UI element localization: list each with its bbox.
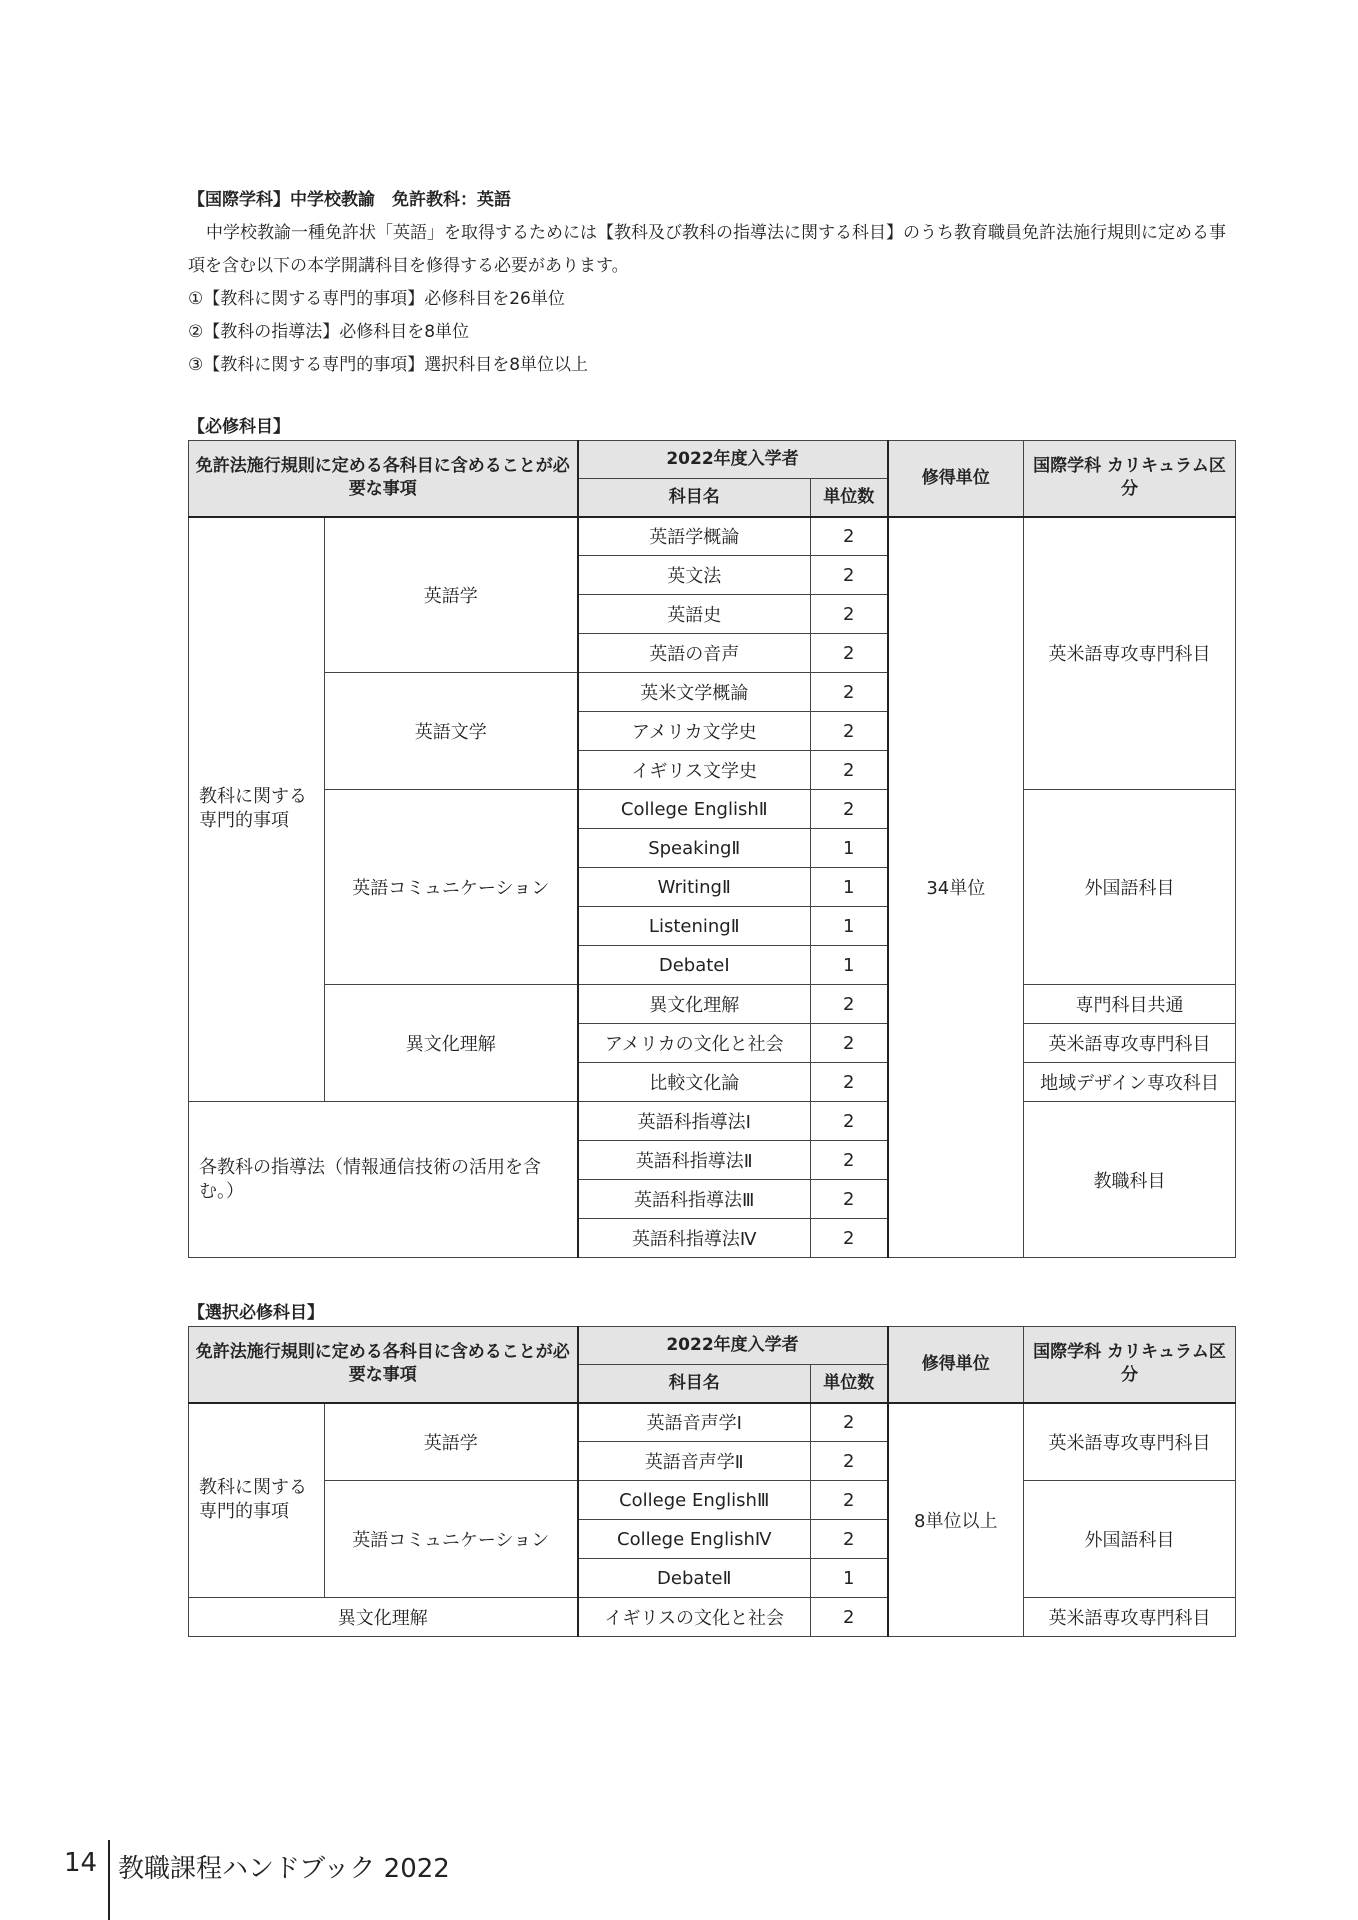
units-cell: 2 bbox=[811, 1063, 888, 1102]
header-year: 2022年度入学者 bbox=[578, 441, 888, 479]
required-label: 【必修科目】 bbox=[188, 417, 290, 437]
units-cell: 2 bbox=[811, 1403, 888, 1442]
units-cell: 2 bbox=[811, 712, 888, 751]
units-cell: 2 bbox=[811, 1481, 888, 1520]
footer-divider bbox=[108, 1840, 110, 1920]
units-cell: 2 bbox=[811, 673, 888, 712]
header-earned: 修得単位 bbox=[888, 441, 1024, 517]
intro-paragraph: 中学校教諭一種免許状「英語」を取得するためには【教科及び教科の指導法に関する科目】のうち教育職員免許法施行規則に定める事項を含む以下の本学開講科目を修得する必要があります。 bbox=[188, 223, 1226, 276]
subject-cell: 異文化理解 bbox=[578, 985, 811, 1024]
subject-cell: College EnglishⅣ bbox=[578, 1520, 811, 1559]
subject-cell: 英米文学概論 bbox=[578, 673, 811, 712]
units-cell: 2 bbox=[811, 1141, 888, 1180]
subject-cell: イギリスの文化と社会 bbox=[578, 1598, 811, 1637]
header-matters: 免許法施行規則に定める各科目に含めることが必要な事項 bbox=[189, 1327, 578, 1403]
subject-cell: イギリス文学史 bbox=[578, 751, 811, 790]
group-cell: 英語学 bbox=[325, 517, 578, 673]
subject-cell: アメリカ文学史 bbox=[578, 712, 811, 751]
group-cell: 英語コミュニケーション bbox=[325, 1481, 578, 1598]
units-cell: 2 bbox=[811, 1024, 888, 1063]
group-cell: 英語文学 bbox=[325, 673, 578, 790]
page-number: 14 bbox=[64, 1848, 98, 1878]
curriculum-cell: 専門科目共通 bbox=[1024, 985, 1236, 1024]
header-matters: 免許法施行規則に定める各科目に含めることが必要な事項 bbox=[189, 441, 578, 517]
required-table bbox=[188, 440, 1236, 1258]
group-cell: 英語学 bbox=[325, 1403, 578, 1481]
subject-cell: 英語音声学Ⅱ bbox=[578, 1442, 811, 1481]
curriculum-cell: 外国語科目 bbox=[1024, 790, 1236, 985]
curriculum-cell: 英米語専攻専門科目 bbox=[1024, 1024, 1236, 1063]
units-cell: 1 bbox=[811, 946, 888, 985]
requirement-item: ①【教科に関する専門的事項】必修科目を26単位 bbox=[188, 289, 565, 309]
footer-title: 教職課程ハンドブック 2022 bbox=[118, 1854, 450, 1884]
subject-cell: 英語学概論 bbox=[578, 517, 811, 556]
curriculum-cell: 地域デザイン専攻科目 bbox=[1024, 1063, 1236, 1102]
curriculum-cell: 教職科目 bbox=[1024, 1102, 1236, 1258]
units-cell: 1 bbox=[811, 829, 888, 868]
subject-cell: DebateⅠ bbox=[578, 946, 811, 985]
units-cell: 1 bbox=[811, 907, 888, 946]
units-cell: 2 bbox=[811, 1180, 888, 1219]
category-cell: 教科に関する専門的事項 bbox=[189, 517, 325, 1102]
requirement-item: ③【教科に関する専門的事項】選択科目を8単位以上 bbox=[188, 355, 589, 375]
elective-table bbox=[188, 1326, 1236, 1637]
units-cell: 2 bbox=[811, 1520, 888, 1559]
units-cell: 2 bbox=[811, 985, 888, 1024]
header-units: 単位数 bbox=[811, 1365, 888, 1403]
header-year: 2022年度入学者 bbox=[578, 1327, 888, 1365]
units-cell: 2 bbox=[811, 1442, 888, 1481]
units-cell: 2 bbox=[811, 1219, 888, 1258]
header-curriculum: 国際学科 カリキュラム区分 bbox=[1024, 1327, 1236, 1403]
subject-cell: SpeakingⅡ bbox=[578, 829, 811, 868]
header-units: 単位数 bbox=[811, 479, 888, 517]
header-curriculum: 国際学科 カリキュラム区分 bbox=[1024, 441, 1236, 517]
category-cell: 教科に関する専門的事項 bbox=[189, 1403, 325, 1598]
subject-cell: 比較文化論 bbox=[578, 1063, 811, 1102]
requirement-item: ②【教科の指導法】必修科目を8単位 bbox=[188, 322, 470, 342]
subject-cell: 英語科指導法Ⅳ bbox=[578, 1219, 811, 1258]
units-cell: 2 bbox=[811, 1102, 888, 1141]
subject-cell: ListeningⅡ bbox=[578, 907, 811, 946]
header-subject: 科目名 bbox=[578, 479, 811, 517]
subject-cell: 英文法 bbox=[578, 556, 811, 595]
units-cell: 2 bbox=[811, 1598, 888, 1637]
subject-cell: College EnglishⅡ bbox=[578, 790, 811, 829]
units-cell: 2 bbox=[811, 556, 888, 595]
section-heading: 【国際学科】中学校教諭 免許教科：英語 bbox=[188, 190, 511, 210]
subject-cell: 英語音声学Ⅰ bbox=[578, 1403, 811, 1442]
earned-cell: 34単位 bbox=[888, 517, 1024, 1258]
subject-cell: 英語史 bbox=[578, 595, 811, 634]
group-cell: 異文化理解 bbox=[325, 985, 578, 1102]
group-cell: 異文化理解 bbox=[189, 1598, 578, 1637]
units-cell: 1 bbox=[811, 1559, 888, 1598]
subject-cell: College EnglishⅢ bbox=[578, 1481, 811, 1520]
subject-cell: 英語の音声 bbox=[578, 634, 811, 673]
units-cell: 2 bbox=[811, 790, 888, 829]
subject-cell: WritingⅡ bbox=[578, 868, 811, 907]
curriculum-cell: 外国語科目 bbox=[1024, 1481, 1236, 1598]
units-cell: 2 bbox=[811, 634, 888, 673]
subject-cell: 英語科指導法Ⅱ bbox=[578, 1141, 811, 1180]
curriculum-cell: 英米語専攻専門科目 bbox=[1024, 1403, 1236, 1481]
category-cell: 各教科の指導法（情報通信技術の活用を含む。） bbox=[189, 1102, 578, 1258]
intro-section bbox=[188, 184, 1238, 382]
header-earned: 修得単位 bbox=[888, 1327, 1024, 1403]
subject-cell: 英語科指導法Ⅲ bbox=[578, 1180, 811, 1219]
header-subject: 科目名 bbox=[578, 1365, 811, 1403]
earned-cell: 8単位以上 bbox=[888, 1403, 1024, 1637]
subject-cell: 英語科指導法Ⅰ bbox=[578, 1102, 811, 1141]
group-cell: 英語コミュニケーション bbox=[325, 790, 578, 985]
elective-label: 【選択必修科目】 bbox=[188, 1303, 324, 1323]
units-cell: 2 bbox=[811, 595, 888, 634]
curriculum-cell: 英米語専攻専門科目 bbox=[1024, 517, 1236, 790]
subject-cell: アメリカの文化と社会 bbox=[578, 1024, 811, 1063]
units-cell: 1 bbox=[811, 868, 888, 907]
subject-cell: DebateⅡ bbox=[578, 1559, 811, 1598]
curriculum-cell: 英米語専攻専門科目 bbox=[1024, 1598, 1236, 1637]
units-cell: 2 bbox=[811, 751, 888, 790]
units-cell: 2 bbox=[811, 517, 888, 556]
